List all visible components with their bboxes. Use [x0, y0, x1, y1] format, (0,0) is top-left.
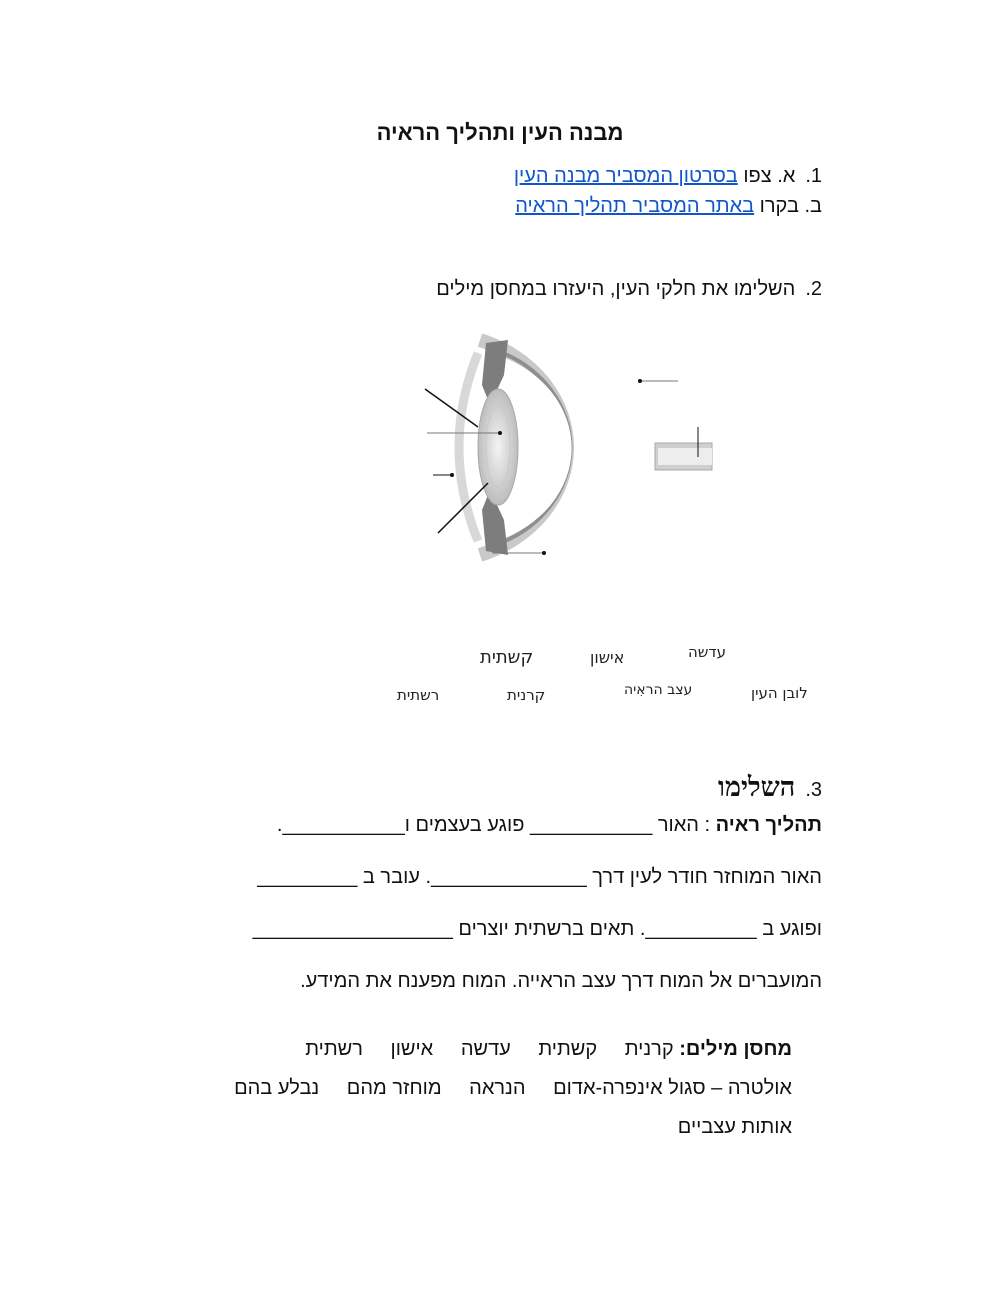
label-dot-6	[638, 379, 642, 383]
word-label: לובן העין	[751, 684, 808, 702]
word-label: אישון	[590, 648, 625, 667]
q3-line-2: האור המוחזר חודר לעין דרך ______________. עובר ב _________	[257, 866, 822, 888]
website-link[interactable]: באתר המסביר תהליך הראיה	[515, 195, 755, 217]
word-label: רשתית	[397, 686, 440, 704]
word-label: עצב הראִיה	[624, 682, 693, 698]
word-bank-item: אותות עצביים	[677, 1116, 792, 1138]
label-dot-3	[450, 473, 454, 477]
question-3-heading	[718, 772, 822, 803]
q3-line-4: המועברים אל המוח דרך עצב הראייה. המוח מפענח את המידע.	[300, 970, 822, 992]
question-1-a	[514, 165, 822, 188]
word-bank-item: רשתית	[305, 1038, 363, 1060]
word-bank-item: מוחזר מהם	[346, 1077, 442, 1099]
question-1-b	[515, 195, 822, 218]
label-dot-2	[498, 431, 502, 435]
video-link[interactable]: בסרטון המסביר מבנה העין	[513, 165, 738, 187]
word-bank-item: נבלע בהם	[234, 1077, 320, 1099]
question-number: 1.	[805, 165, 822, 187]
word-bank-item: עדשה	[460, 1038, 511, 1060]
q3-line1-bold: תהליך ראיה	[715, 814, 822, 836]
label-dot-5	[542, 551, 546, 555]
q3-heading: השלימו	[718, 772, 796, 803]
q3-line-3: ופוגע ב __________. תאים ברשתית יוצרים __________________	[252, 918, 822, 940]
word-bank-item: קרנית	[624, 1038, 674, 1060]
word-bank-item: אולטרה – סגול	[668, 1077, 792, 1099]
cornea	[459, 353, 478, 541]
word-label: קשתית	[480, 647, 534, 668]
question-number: 3.	[805, 779, 822, 801]
word-label: עדשה	[688, 643, 727, 661]
word-bank-item: הנראה	[469, 1077, 526, 1099]
word-bank-item: קשתית	[538, 1038, 598, 1060]
word-bank-row-2	[212, 1077, 792, 1100]
word-bank-row-1	[283, 1038, 792, 1061]
question-2	[436, 278, 822, 301]
word-bank-item: אינפרה-אדום	[553, 1077, 663, 1099]
page-title: מבנה העין ותהליך הראיה	[376, 120, 624, 145]
question-number: 2.	[805, 278, 822, 300]
q1-b-prefix: ב. בקרו	[759, 195, 822, 217]
eye-diagram	[400, 315, 730, 575]
word-bank-row-3	[678, 1116, 792, 1139]
q1-a-prefix: א. צפו	[743, 165, 796, 187]
q3-line1-rest: : האור ___________ פוגע בעצמים ו___________.	[276, 814, 716, 836]
optic-nerve-core	[658, 448, 712, 465]
word-bank-item: אישון	[390, 1038, 434, 1060]
word-label: קרנית	[507, 686, 546, 704]
q2-text: השלימו את חלקי העין, היעזרו במחסן מילים	[436, 278, 796, 300]
label-line-1	[425, 389, 478, 427]
q3-line-1	[277, 814, 822, 837]
word-bank-label: מחסן מילים:	[679, 1038, 792, 1060]
